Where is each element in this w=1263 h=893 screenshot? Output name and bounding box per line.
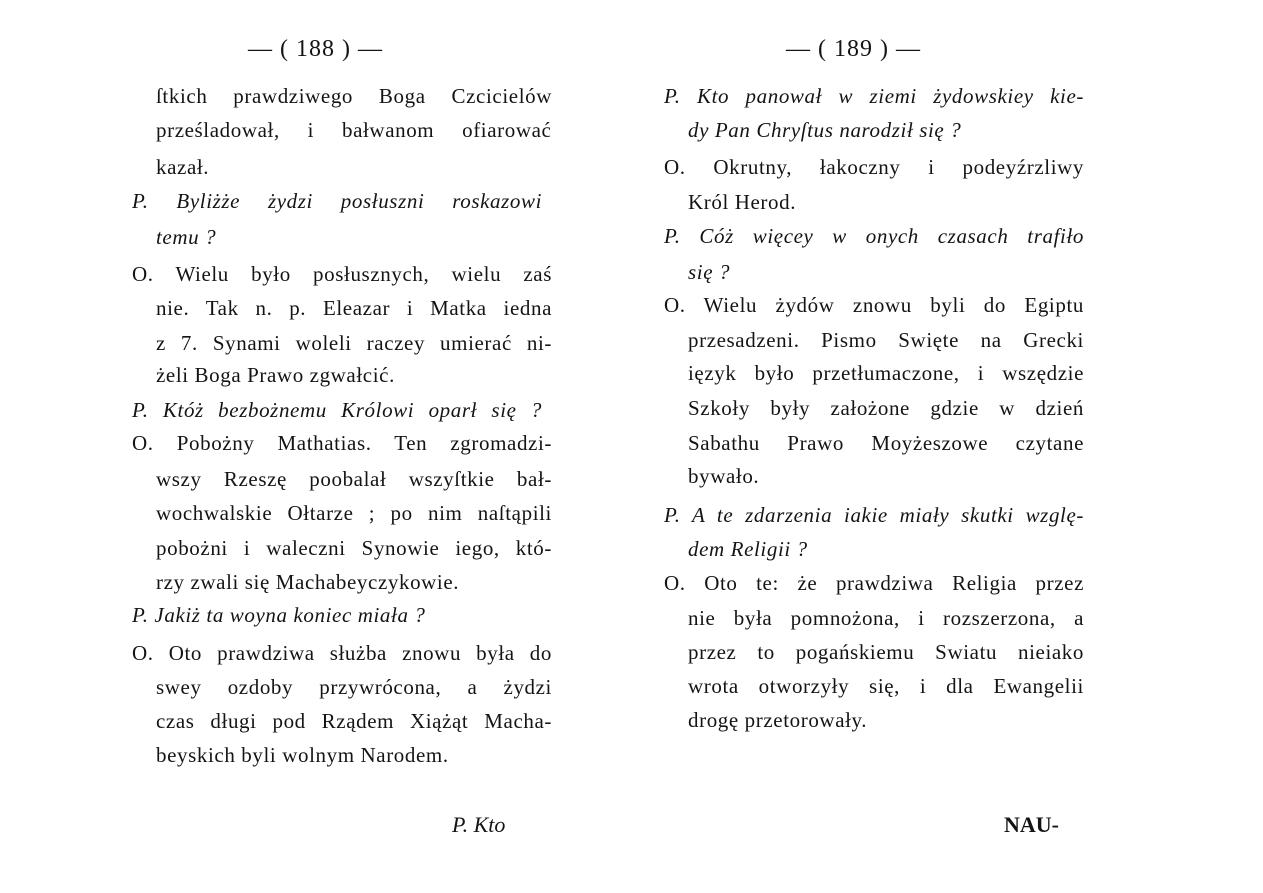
- text-line: bywało.: [688, 464, 760, 488]
- text-line: temu ?: [156, 225, 217, 249]
- text-line: żeli Boga Prawo zgwałcić.: [156, 363, 395, 387]
- text-line: rzy zwali się Machabeyczykowie.: [156, 570, 460, 594]
- left-catchword: P. Kto: [452, 812, 506, 837]
- right-catchword: NAU-: [1004, 812, 1059, 837]
- text-line: czas długi pod Rządem Xiążąt Macha-: [156, 709, 552, 733]
- text-line: kazał.: [156, 155, 210, 179]
- text-line: z 7. Synami woleli raczey umierać ni-: [156, 331, 552, 355]
- right-page-number: — ( 189 ) —: [786, 36, 921, 62]
- text-line: O. Pobożny Mathatias. Ten zgromadzi-: [132, 431, 552, 455]
- text-line: ięzyk było przetłumaczone, i wszędzie: [688, 361, 1084, 385]
- text-line: przesadzeni. Pismo Swięte na Grecki: [688, 328, 1084, 352]
- text-line: O. Oto te: że prawdziwa Religia przez: [664, 571, 1084, 595]
- text-line: nie była pomnożona, i rozszerzona, a: [688, 606, 1084, 630]
- text-line: O. Oto prawdziwa służba znowu była do: [132, 641, 552, 665]
- text-line: drogę przetorowały.: [688, 708, 868, 732]
- text-line: P. Któż bezbożnemu Królowi oparł się ?: [132, 398, 542, 422]
- text-line: P. Kto panował w ziemi żydowskiey kie-: [664, 84, 1084, 108]
- text-line: P. A te zdarzenia iakie miały skutki wzglę-: [664, 503, 1084, 527]
- text-line: O. Okrutny, łakoczny i podeyźrzliwy: [664, 155, 1084, 179]
- text-line: Sabathu Prawo Moyżeszowe czytane: [688, 431, 1084, 455]
- text-line: Szkoły były założone gdzie w dzień: [688, 396, 1084, 420]
- text-line: wochwalskie Ołtarze ; po nim naſtąpili: [156, 501, 552, 525]
- text-line: wrota otworzyły się, i dla Ewangelii: [688, 674, 1084, 698]
- text-line: O. Wielu było posłusznych, wielu zaś: [132, 262, 552, 286]
- text-line: dy Pan Chryſtus narodził się ?: [688, 118, 962, 142]
- text-line: P. Cóż więcey w onych czasach trafiło: [664, 224, 1084, 248]
- text-line: beyskich byli wolnym Narodem.: [156, 743, 449, 767]
- text-line: ſtkich prawdziwego Boga Czcicielów: [156, 84, 552, 108]
- text-line: prześladował, i bałwanom ofiarować: [156, 118, 552, 142]
- text-line: P. Jakiż ta woyna koniec miała ?: [132, 603, 426, 627]
- text-line: pobożni i waleczni Synowie iego, któ-: [156, 536, 552, 560]
- text-line: nie. Tak n. p. Eleazar i Matka iedna: [156, 296, 552, 320]
- text-line: przez to pogańskiemu Swiatu nieiako: [688, 640, 1084, 664]
- left-page-number: — ( 188 ) —: [248, 36, 383, 62]
- left-page: [0, 0, 631, 893]
- right-page: [631, 0, 1263, 893]
- text-line: P. Byliżże żydzi posłuszni roskazowi: [132, 189, 543, 213]
- text-line: O. Wielu żydów znowu byli do Egiptu: [664, 293, 1084, 317]
- text-line: dem Religii ?: [688, 537, 808, 561]
- text-line: wszy Rzeszę poobalał wszyſtkie bał-: [156, 467, 552, 491]
- text-line: swey ozdoby przywrócona, a żydzi: [156, 675, 552, 699]
- text-line: Król Herod.: [688, 190, 797, 214]
- text-line: się ?: [688, 260, 731, 284]
